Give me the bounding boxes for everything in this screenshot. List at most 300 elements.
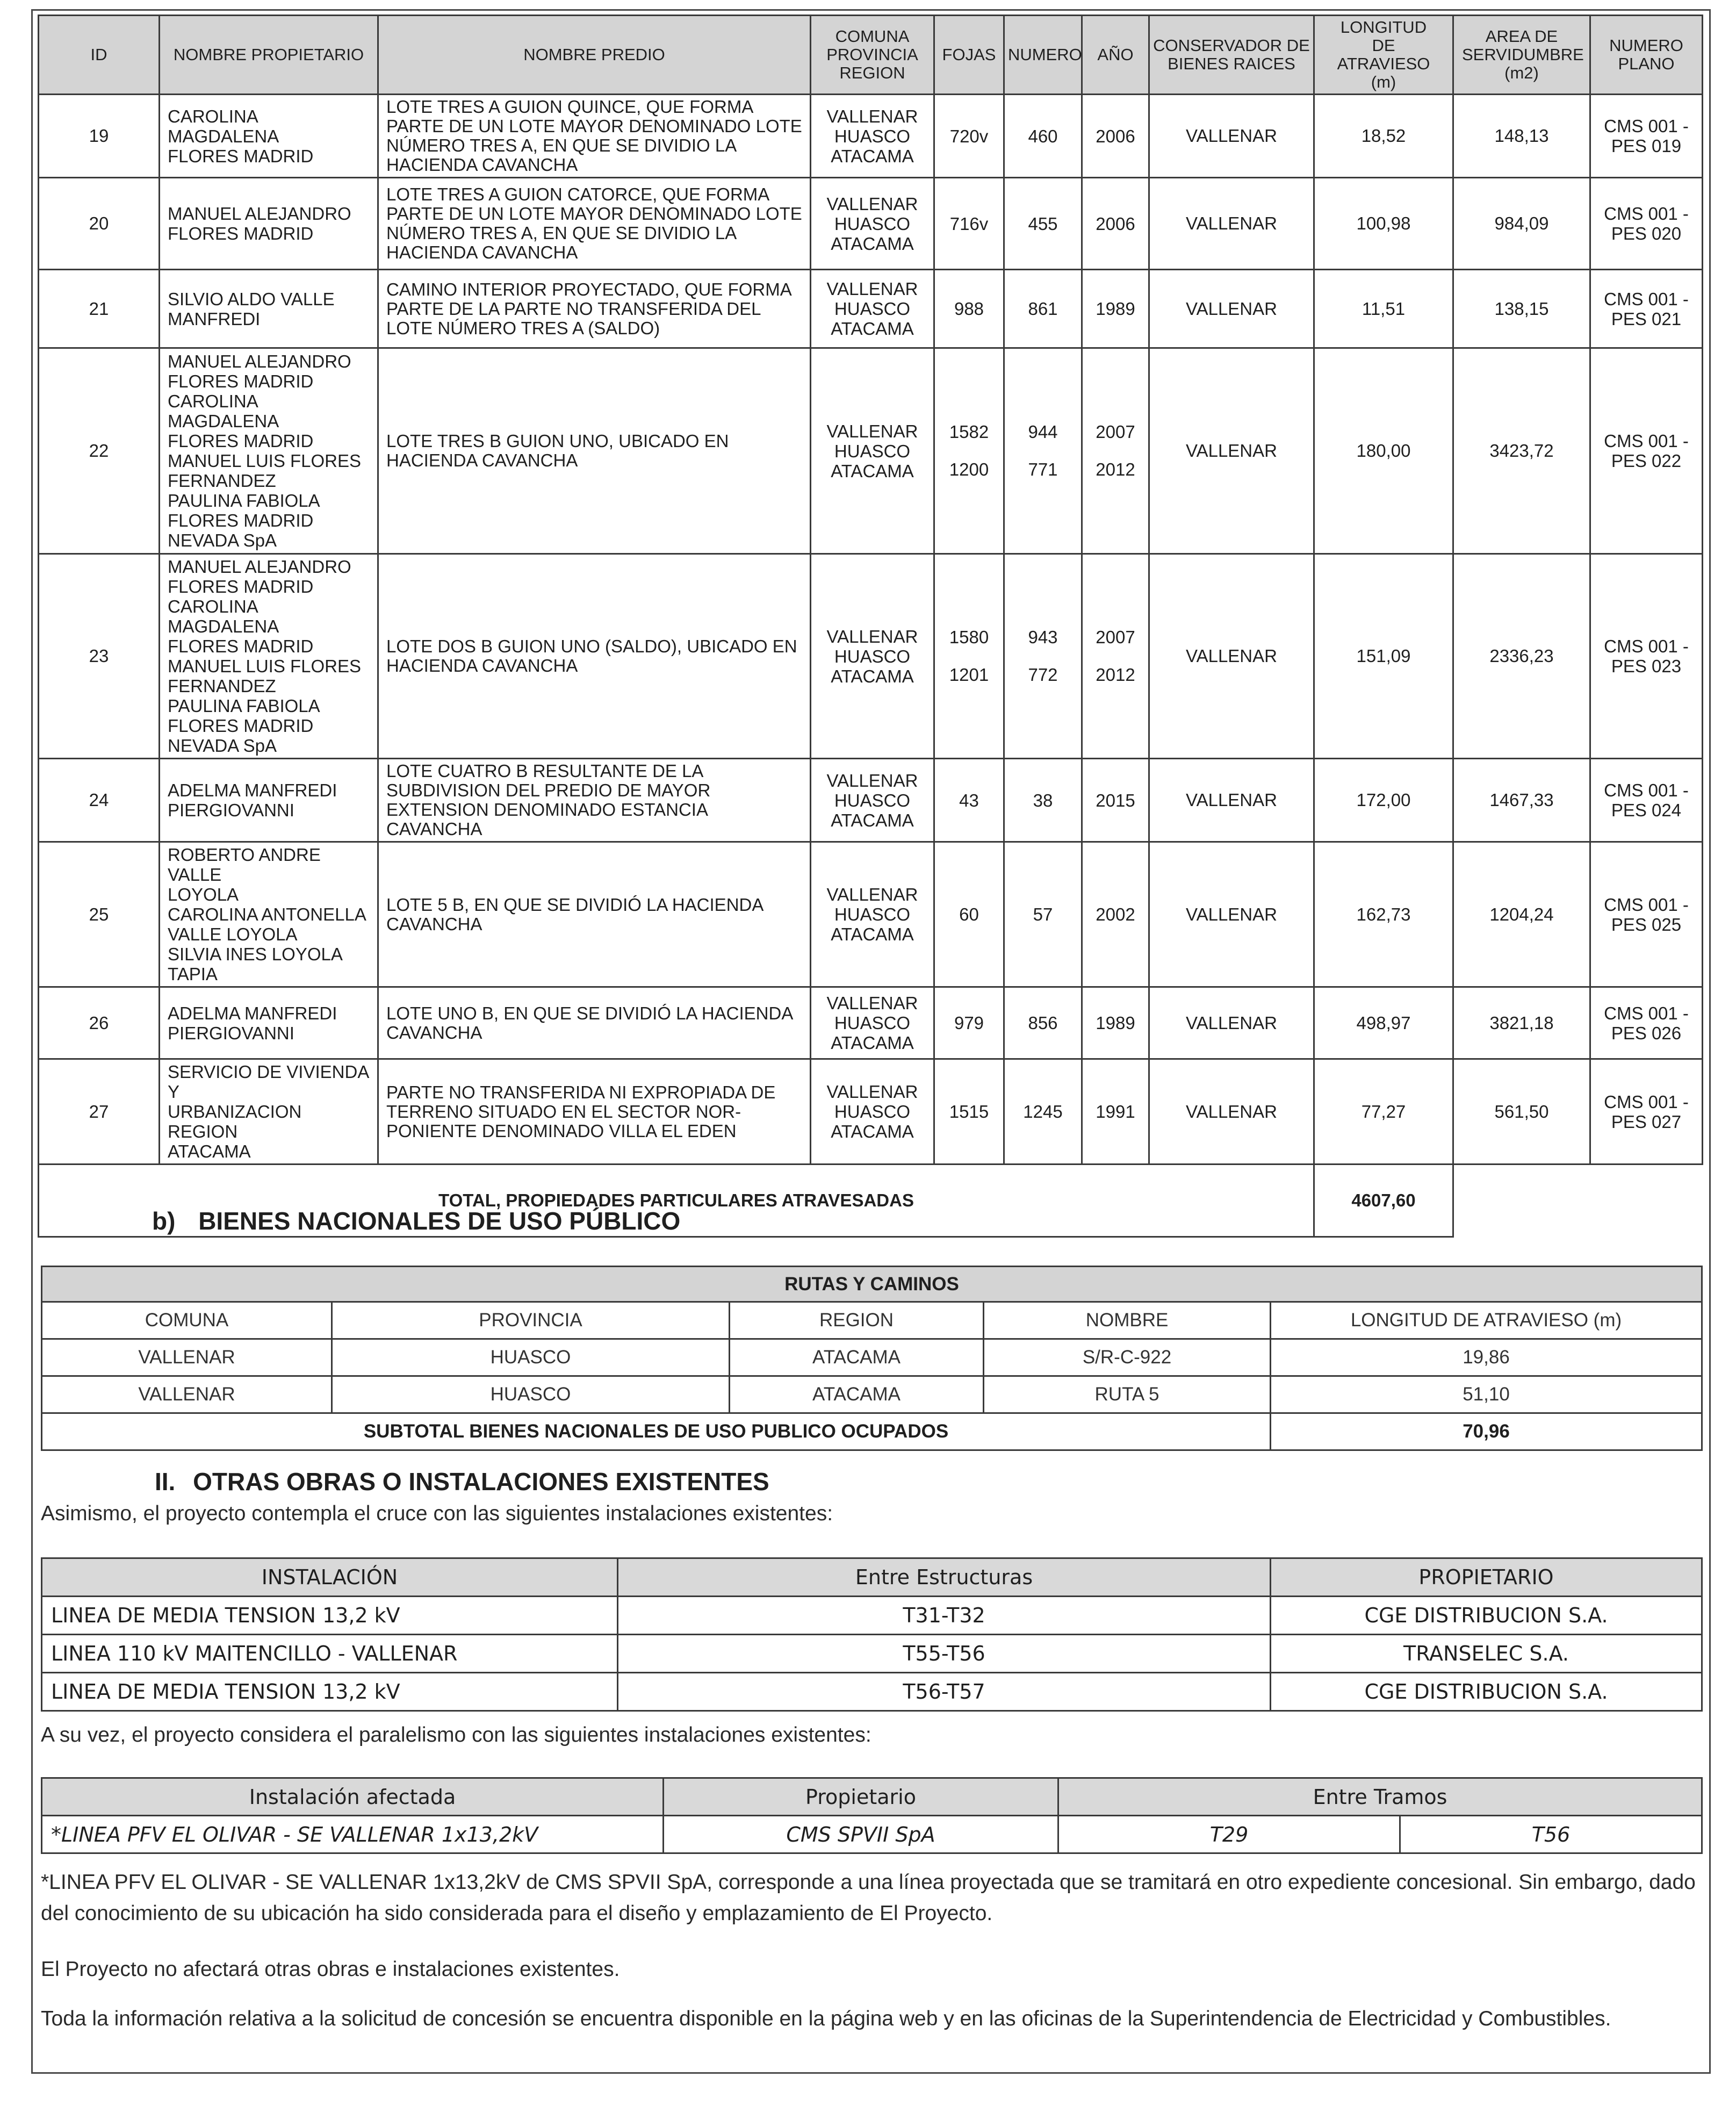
crossing-cell: T55-T56 <box>618 1635 1271 1673</box>
fojas-stack <box>938 299 1000 319</box>
area-cell: 1204,24 <box>1453 842 1590 987</box>
anio-stack <box>1086 214 1145 234</box>
parallel-table <box>41 1777 1703 1854</box>
comuna-line: VALLENAR <box>826 993 918 1013</box>
section-b-title: BIENES NACIONALES DE USO PÚBLICO <box>198 1207 681 1235</box>
predio-cell: LOTE DOS B GUION UNO (SALDO), UBICADO EN HACIENDA CAVANCHA <box>378 554 811 759</box>
fojas-line: 1515 <box>949 1102 989 1122</box>
comuna-cell <box>811 554 934 759</box>
plano-cell <box>1590 270 1703 348</box>
owner-line: SERVICIO DE VIVIENDA Y <box>168 1062 369 1102</box>
plano-cell <box>1590 759 1703 842</box>
plano-stack <box>1594 780 1698 820</box>
conservador-cell: VALLENAR <box>1149 178 1314 270</box>
fojas-line: 720v <box>949 126 989 146</box>
anio-line: 1989 <box>1096 299 1135 319</box>
table-row <box>39 270 1703 348</box>
parallel-cell: *LINEA PFV EL OLIVAR - SE VALLENAR 1x13,2kV <box>42 1816 664 1853</box>
plano-line: PES 019 <box>1611 136 1682 156</box>
comuna-stack <box>815 1082 930 1141</box>
col-header-conservador: CONSERVADOR DE BIENES RAICES <box>1149 16 1314 95</box>
comuna-line: HUASCO <box>834 790 911 810</box>
owner-cell <box>160 348 378 554</box>
section-ii-title: OTRAS OBRAS O INSTALACIONES EXISTENTES <box>193 1468 769 1496</box>
owner-stack <box>168 557 370 756</box>
fojas-line: 988 <box>954 299 984 319</box>
bn-cell: ATACAMA <box>730 1376 984 1413</box>
numero-cell <box>1004 1059 1082 1165</box>
numero-cell <box>1004 270 1082 348</box>
comuna-line: ATACAMA <box>831 461 914 481</box>
anio-stack <box>1086 422 1145 479</box>
numero-line: 943 <box>1028 627 1058 647</box>
fojas-line: 1582 <box>949 422 989 442</box>
owner-line: PAULINA FABIOLA <box>168 491 320 511</box>
bn-subtotal-value: 70,96 <box>1271 1413 1702 1450</box>
plano-cell <box>1590 178 1703 270</box>
comuna-stack <box>815 771 930 830</box>
total-value: 4607,60 <box>1314 1165 1453 1237</box>
comuna-cell <box>811 348 934 554</box>
owner-stack <box>168 845 370 984</box>
comuna-stack <box>815 627 930 686</box>
owner-cell <box>160 759 378 842</box>
owner-line: FLORES MADRID <box>168 636 314 656</box>
owner-line: MANUEL ALEJANDRO <box>168 557 351 577</box>
bn-cell: RUTA 5 <box>984 1376 1271 1413</box>
plano-stack <box>1594 289 1698 329</box>
anio-line: 2007 <box>1096 422 1135 442</box>
plano-cell <box>1590 987 1703 1059</box>
bn-cell: 19,86 <box>1271 1339 1702 1376</box>
row-id: 21 <box>39 270 160 348</box>
comuna-stack <box>815 194 930 254</box>
anio-cell <box>1082 95 1149 178</box>
area-cell: 3821,18 <box>1453 987 1590 1059</box>
owner-line: MANUEL ALEJANDRO <box>168 351 351 371</box>
table-row <box>39 348 1703 554</box>
crossing-cell: LINEA DE MEDIA TENSION 13,2 kV <box>42 1673 618 1711</box>
numero-stack <box>1008 126 1078 146</box>
fojas-cell <box>934 1059 1004 1165</box>
bn-cell: ATACAMA <box>730 1339 984 1376</box>
parallel-cell: CMS SPVII SpA <box>664 1816 1058 1853</box>
comuna-line: ATACAMA <box>831 146 914 166</box>
numero-line: 771 <box>1028 459 1058 479</box>
fojas-line: 1580 <box>949 627 989 647</box>
owner-line: PAULINA FABIOLA <box>168 696 320 716</box>
predio-cell: LOTE CUATRO B RESULTANTE DE LA SUBDIVISION DEL PREDIO DE MAYOR EXTENSION DENOMINADO ESTANCIA CAVANCHA <box>378 759 811 842</box>
col-header-plano: NUMERO PLANO <box>1590 16 1703 95</box>
parallel-header-instalacion: Instalación afectada <box>42 1778 664 1816</box>
owner-stack <box>168 106 370 166</box>
numero-stack <box>1008 1013 1078 1033</box>
owner-line: ADELMA MANFREDI <box>168 1003 337 1023</box>
row-id: 24 <box>39 759 160 842</box>
col-header-anio: AÑO <box>1082 16 1149 95</box>
comuna-line: HUASCO <box>834 1013 911 1033</box>
fojas-cell <box>934 178 1004 270</box>
area-cell: 984,09 <box>1453 178 1590 270</box>
comuna-line: HUASCO <box>834 646 911 666</box>
owner-line: URBANIZACION REGION <box>168 1102 302 1141</box>
plano-line: PES 025 <box>1611 914 1682 935</box>
anio-line: 2007 <box>1096 627 1135 647</box>
predio-cell: LOTE TRES B GUION UNO, UBICADO EN HACIENDA CAVANCHA <box>378 348 811 554</box>
fojas-stack <box>938 904 1000 924</box>
comuna-cell <box>811 1059 934 1165</box>
crossing-cell: T31-T32 <box>618 1597 1271 1635</box>
comuna-line: ATACAMA <box>831 924 914 944</box>
crossing-cell: LINEA 110 kV MAITENCILLO - VALLENAR <box>42 1635 618 1673</box>
plano-line: PES 027 <box>1611 1111 1682 1132</box>
owner-line: FLORES MADRID <box>168 371 314 391</box>
numero-cell <box>1004 842 1082 987</box>
comuna-line: HUASCO <box>834 441 911 461</box>
numero-stack <box>1008 299 1078 319</box>
comuna-stack <box>815 421 930 481</box>
comuna-line: VALLENAR <box>826 279 918 299</box>
anio-stack <box>1086 299 1145 319</box>
numero-line: 1245 <box>1023 1102 1063 1122</box>
anio-stack <box>1086 126 1145 146</box>
fojas-stack <box>938 628 1000 685</box>
comuna-stack <box>815 993 930 1053</box>
numero-cell <box>1004 95 1082 178</box>
plano-line: PES 020 <box>1611 224 1682 243</box>
comuna-line: VALLENAR <box>826 626 918 646</box>
table-row <box>39 1059 1703 1165</box>
owner-stack <box>168 1003 370 1043</box>
col-header-area: AREA DE SERVIDUMBRE (m2) <box>1453 16 1590 95</box>
predio-cell: LOTE TRES A GUION QUINCE, QUE FORMA PARTE DE UN LOTE MAYOR DENOMINADO LOTE NÚMERO TRES A, EN QUE SE DIVIDIO LA HACIENDA CAVANCHA <box>378 95 811 178</box>
crossing-header-instalacion: INSTALACIÓN <box>42 1558 618 1597</box>
conservador-cell: VALLENAR <box>1149 348 1314 554</box>
fojas-line: 43 <box>959 790 979 810</box>
longitud-cell: 11,51 <box>1314 270 1453 348</box>
row-id: 23 <box>39 554 160 759</box>
numero-cell <box>1004 759 1082 842</box>
fojas-cell <box>934 987 1004 1059</box>
numero-stack <box>1008 1102 1078 1122</box>
longitud-cell: 77,27 <box>1314 1059 1453 1165</box>
col-header-numero: NUMERO <box>1004 16 1082 95</box>
crossing-header-propietario: PROPIETARIO <box>1271 1558 1702 1597</box>
owner-cell <box>160 270 378 348</box>
fojas-line: 1200 <box>949 459 989 479</box>
comuna-cell <box>811 270 934 348</box>
longitud-cell: 172,00 <box>1314 759 1453 842</box>
properties-body <box>39 95 1703 1237</box>
plano-stack <box>1594 431 1698 471</box>
conservador-cell: VALLENAR <box>1149 759 1314 842</box>
predio-cell: PARTE NO TRANSFERIDA NI EXPROPIADA DE TERRENO SITUADO EN EL SECTOR NOR-PONIENTE DENOMINADO VILLA EL EDEN <box>378 1059 811 1165</box>
comuna-cell <box>811 178 934 270</box>
comuna-line: ATACAMA <box>831 319 914 339</box>
owner-stack <box>168 1062 370 1161</box>
fojas-line: 716v <box>949 213 989 234</box>
comuna-line: ATACAMA <box>831 1122 914 1141</box>
comuna-line: ATACAMA <box>831 1033 914 1053</box>
bn-subtotal-label: SUBTOTAL BIENES NACIONALES DE USO PUBLICO OCUPADOS <box>42 1413 1271 1450</box>
fojas-line: 60 <box>959 904 979 924</box>
owner-line: FLORES MADRID <box>168 511 314 530</box>
owner-line: NEVADA SpA <box>168 530 277 550</box>
predio-cell: LOTE TRES A GUION CATORCE, QUE FORMA PARTE DE UN LOTE MAYOR DENOMINADO LOTE NÚMERO TRES A, EN QUE SE DIVIDIO LA HACIENDA CAVANCHA <box>378 178 811 270</box>
owner-cell <box>160 987 378 1059</box>
owner-line: MANUEL LUIS FLORES <box>168 656 362 676</box>
owner-line: MANUEL LUIS FLORES <box>168 451 362 471</box>
numero-line: 944 <box>1028 422 1058 442</box>
plano-stack <box>1594 116 1698 156</box>
col-header-longitud: LONGITUD DE ATRAVIESO (m) <box>1314 16 1453 95</box>
table-row <box>42 1816 1702 1853</box>
anio-line: 2006 <box>1096 213 1135 234</box>
plano-line: CMS 001 - <box>1604 204 1689 224</box>
table-row <box>42 1597 1702 1635</box>
comuna-line: HUASCO <box>834 299 911 319</box>
owner-line: CAROLINA MAGDALENA <box>168 596 279 636</box>
fojas-stack <box>938 1013 1000 1033</box>
fojas-cell <box>934 348 1004 554</box>
bn-cell: S/R-C-922 <box>984 1339 1271 1376</box>
empty-cell <box>1453 1165 1703 1237</box>
numero-stack <box>1008 790 1078 810</box>
owner-line: PIERGIOVANNI <box>168 800 294 820</box>
plano-line: PES 026 <box>1611 1023 1682 1043</box>
owner-line: MANFREDI <box>168 308 261 329</box>
rutas-caminos-band: RUTAS Y CAMINOS <box>42 1267 1702 1302</box>
area-cell: 3423,72 <box>1453 348 1590 554</box>
anio-stack <box>1086 1013 1145 1033</box>
owner-line: SILVIA INES LOYOLA TAPIA <box>168 944 342 984</box>
crossing-cell: LINEA DE MEDIA TENSION 13,2 kV <box>42 1597 618 1635</box>
predio-cell: LOTE 5 B, EN QUE SE DIVIDIÓ LA HACIENDA CAVANCHA <box>378 842 811 987</box>
anio-stack <box>1086 904 1145 924</box>
table-row <box>39 759 1703 842</box>
table-row <box>39 95 1703 178</box>
comuna-line: VALLENAR <box>826 193 918 214</box>
owner-line: PIERGIOVANNI <box>168 1023 294 1043</box>
numero-stack <box>1008 628 1078 685</box>
longitud-cell: 162,73 <box>1314 842 1453 987</box>
comuna-line: ATACAMA <box>831 666 914 686</box>
anio-cell <box>1082 842 1149 987</box>
bn-cell: VALLENAR <box>42 1376 332 1413</box>
owner-line: FLORES MADRID <box>168 716 314 736</box>
comuna-line: HUASCO <box>834 904 911 924</box>
anio-line: 1989 <box>1096 1013 1135 1033</box>
anio-stack <box>1086 628 1145 685</box>
row-id: 25 <box>39 842 160 987</box>
col-header-comuna: COMUNA PROVINCIA REGION <box>811 16 934 95</box>
table-row <box>42 1376 1702 1413</box>
row-id: 26 <box>39 987 160 1059</box>
anio-stack <box>1086 1102 1145 1122</box>
table-row <box>42 1635 1702 1673</box>
anio-stack <box>1086 790 1145 810</box>
owner-cell <box>160 1059 378 1165</box>
fojas-stack <box>938 214 1000 234</box>
owner-line: ATACAMA <box>168 1141 251 1161</box>
owner-stack <box>168 351 370 550</box>
crossing-header-estructuras: Entre Estructuras <box>618 1558 1271 1597</box>
longitud-cell: 151,09 <box>1314 554 1453 759</box>
plano-line: PES 023 <box>1611 656 1682 676</box>
area-cell: 561,50 <box>1453 1059 1590 1165</box>
plano-line: PES 024 <box>1611 800 1682 820</box>
anio-line: 2015 <box>1096 790 1135 810</box>
parallel-header-tramos: Entre Tramos <box>1058 1778 1702 1816</box>
owner-stack <box>168 780 370 820</box>
anio-cell <box>1082 987 1149 1059</box>
fojas-cell <box>934 842 1004 987</box>
total-label: TOTAL, PROPIEDADES PARTICULARES ATRAVESADAS <box>39 1165 1314 1237</box>
fojas-stack <box>938 126 1000 146</box>
properties-header-row <box>39 16 1703 95</box>
owner-line: ROBERTO ANDRE VALLE <box>168 845 321 885</box>
row-id: 27 <box>39 1059 160 1165</box>
bn-cell: 51,10 <box>1271 1376 1702 1413</box>
owner-line: CAROLINA ANTONELLA <box>168 904 366 924</box>
anio-line: 2006 <box>1096 126 1135 146</box>
parallel-header-propietario: Propietario <box>664 1778 1058 1816</box>
crossings-table <box>41 1557 1703 1712</box>
anio-line: 1991 <box>1096 1102 1135 1122</box>
conservador-cell: VALLENAR <box>1149 987 1314 1059</box>
comuna-cell <box>811 759 934 842</box>
crossing-intro: Asimismo, el proyecto contempla el cruce con las siguientes instalaciones existentes: <box>41 1502 833 1525</box>
fojas-stack <box>938 1102 1000 1122</box>
owner-cell <box>160 95 378 178</box>
conservador-cell: VALLENAR <box>1149 1059 1314 1165</box>
comuna-line: ATACAMA <box>831 233 914 254</box>
owner-cell <box>160 178 378 270</box>
bn-header-nombre: NOMBRE <box>984 1302 1271 1339</box>
plano-line: CMS 001 - <box>1604 1003 1689 1023</box>
area-cell: 1467,33 <box>1453 759 1590 842</box>
numero-stack <box>1008 904 1078 924</box>
col-header-owner: NOMBRE PROPIETARIO <box>160 16 378 95</box>
owner-line: FLORES MADRID <box>168 146 314 166</box>
plano-line: CMS 001 - <box>1604 894 1689 915</box>
properties-table <box>38 15 1703 1238</box>
note-no-afectara: El Proyecto no afectará otras obras e instalaciones existentes. <box>41 1958 620 1981</box>
owner-line: SILVIO ALDO VALLE <box>168 289 335 309</box>
anio-cell <box>1082 270 1149 348</box>
longitud-cell: 498,97 <box>1314 987 1453 1059</box>
anio-cell <box>1082 759 1149 842</box>
comuna-line: HUASCO <box>834 1102 911 1122</box>
owner-line: FLORES MADRID <box>168 224 314 243</box>
anio-cell <box>1082 554 1149 759</box>
bn-header-region: REGION <box>730 1302 984 1339</box>
area-cell: 138,15 <box>1453 270 1590 348</box>
numero-stack <box>1008 214 1078 234</box>
col-header-fojas: FOJAS <box>934 16 1004 95</box>
table-row <box>39 554 1703 759</box>
fojas-stack <box>938 790 1000 810</box>
plano-line: CMS 001 - <box>1604 780 1689 800</box>
comuna-line: VALLENAR <box>826 1082 918 1102</box>
bn-cell: HUASCO <box>332 1339 730 1376</box>
crossing-cell: CGE DISTRIBUCION S.A. <box>1271 1597 1702 1635</box>
fojas-line: 979 <box>954 1013 984 1033</box>
comuna-line: VALLENAR <box>826 106 918 126</box>
fojas-cell <box>934 270 1004 348</box>
table-row <box>42 1339 1702 1376</box>
parallel-cell: T56 <box>1400 1816 1702 1853</box>
area-cell: 148,13 <box>1453 95 1590 178</box>
owner-line: LOYOLA <box>168 885 239 904</box>
plano-cell <box>1590 348 1703 554</box>
plano-cell <box>1590 1059 1703 1165</box>
comuna-cell <box>811 987 934 1059</box>
comuna-line: VALLENAR <box>826 885 918 904</box>
numero-line: 772 <box>1028 665 1058 685</box>
comuna-cell <box>811 842 934 987</box>
comuna-stack <box>815 106 930 166</box>
area-cell: 2336,23 <box>1453 554 1590 759</box>
table-row <box>39 987 1703 1059</box>
owner-line: CAROLINA MAGDALENA <box>168 391 279 431</box>
plano-cell <box>1590 95 1703 178</box>
plano-cell <box>1590 554 1703 759</box>
crossing-cell: TRANSELEC S.A. <box>1271 1635 1702 1673</box>
footnote-text: *LINEA PFV EL OLIVAR - SE VALLENAR 1x13,2kV de CMS SPVII SpA, corresponde a una línea proyectada que se tramitará en otro expediente concesional. Sin embargo, dado del conocimiento de su ubicación ha sido considerada para el diseño y emplazamiento de El Proyecto. <box>41 1871 1696 1925</box>
numero-cell <box>1004 987 1082 1059</box>
section-b-letter: b) <box>152 1207 176 1235</box>
fojas-cell <box>934 759 1004 842</box>
crossing-cell: CGE DISTRIBUCION S.A. <box>1271 1673 1702 1711</box>
table-row <box>39 178 1703 270</box>
comuna-line: VALLENAR <box>826 770 918 790</box>
conservador-cell: VALLENAR <box>1149 554 1314 759</box>
owner-line: FERNANDEZ <box>168 471 276 491</box>
anio-line: 2012 <box>1096 665 1135 685</box>
numero-line: 460 <box>1028 126 1058 146</box>
comuna-line: HUASCO <box>834 126 911 146</box>
anio-line: 2002 <box>1096 904 1135 924</box>
row-id: 19 <box>39 95 160 178</box>
note-informacion: Toda la información relativa a la solicitud de concesión se encuentra disponible en la página web y en las oficinas de la Superintendencia de Electricidad y Combustibles. <box>41 2007 1611 2030</box>
table-row <box>39 842 1703 987</box>
predio-cell: LOTE UNO B, EN QUE SE DIVIDIÓ LA HACIENDA CAVANCHA <box>378 987 811 1059</box>
conservador-cell: VALLENAR <box>1149 842 1314 987</box>
comuna-cell <box>811 95 934 178</box>
section-b-heading <box>152 1206 680 1235</box>
comuna-line: VALLENAR <box>826 421 918 441</box>
table-row <box>42 1673 1702 1711</box>
numero-stack <box>1008 422 1078 479</box>
numero-line: 861 <box>1028 299 1058 319</box>
owner-line: FLORES MADRID <box>168 577 314 596</box>
owner-line: VALLE LOYOLA <box>168 924 298 944</box>
col-header-id: ID <box>39 16 160 95</box>
section-ii-heading <box>155 1467 769 1496</box>
owner-line: FERNANDEZ <box>168 676 276 696</box>
plano-cell <box>1590 842 1703 987</box>
owner-line: MANUEL ALEJANDRO <box>168 204 351 224</box>
owner-stack <box>168 289 370 329</box>
comuna-line: ATACAMA <box>831 810 914 830</box>
row-id: 20 <box>39 178 160 270</box>
numero-line: 856 <box>1028 1013 1058 1033</box>
parallel-intro: A su vez, el proyecto considera el paralelismo con las siguientes instalaciones existentes: <box>41 1723 871 1747</box>
plano-stack <box>1594 636 1698 676</box>
owner-cell <box>160 554 378 759</box>
plano-line: PES 021 <box>1611 308 1682 329</box>
